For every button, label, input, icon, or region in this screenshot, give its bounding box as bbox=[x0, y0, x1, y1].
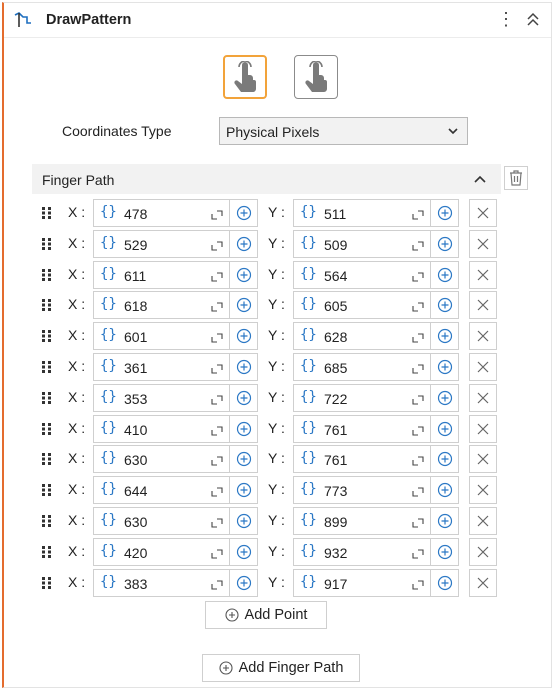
y-value: 511 bbox=[324, 206, 347, 222]
remove-point-button[interactable] bbox=[469, 199, 497, 227]
x-add-variable-button[interactable] bbox=[230, 445, 258, 473]
point-row bbox=[40, 322, 530, 350]
remove-point-button[interactable] bbox=[469, 538, 497, 566]
close-icon bbox=[476, 545, 490, 559]
x-axis-label: X : bbox=[68, 234, 86, 251]
y-add-variable-button[interactable] bbox=[431, 569, 459, 597]
close-icon bbox=[476, 422, 490, 436]
close-icon bbox=[476, 391, 490, 405]
x-value: 353 bbox=[124, 390, 148, 407]
expand-icon[interactable] bbox=[412, 241, 424, 251]
drag-handle-icon[interactable] bbox=[40, 360, 54, 374]
expression-brace-icon[interactable]: {} bbox=[300, 573, 317, 590]
finger-path-label: Finger Path bbox=[42, 172, 115, 188]
touch-hand-icon bbox=[301, 61, 331, 93]
plus-circle-icon bbox=[236, 513, 252, 529]
expression-brace-icon[interactable]: {} bbox=[100, 265, 117, 282]
expand-icon[interactable] bbox=[211, 580, 223, 590]
expand-icon[interactable] bbox=[412, 395, 424, 405]
x-axis-label: X : bbox=[68, 542, 86, 559]
x-coordinate-field[interactable] bbox=[93, 261, 230, 289]
drag-handle-icon[interactable] bbox=[40, 576, 54, 590]
plus-circle-icon bbox=[437, 513, 453, 529]
expand-icon[interactable] bbox=[211, 364, 223, 374]
plus-circle-icon bbox=[437, 297, 453, 313]
drag-handle-icon[interactable] bbox=[40, 268, 54, 282]
expression-brace-icon[interactable]: {} bbox=[100, 327, 117, 344]
chevron-down-icon bbox=[447, 124, 459, 138]
expression-brace-icon[interactable]: {} bbox=[100, 573, 117, 590]
x-axis-label: X : bbox=[68, 481, 86, 498]
x-add-variable-button[interactable] bbox=[230, 353, 258, 381]
y-add-variable-button[interactable] bbox=[431, 415, 459, 443]
x-add-variable-button[interactable] bbox=[230, 476, 258, 504]
x-add-variable-button[interactable] bbox=[230, 291, 258, 319]
plus-circle-icon bbox=[437, 421, 453, 437]
y-coordinate-field[interactable] bbox=[293, 291, 431, 319]
expand-icon[interactable] bbox=[412, 518, 424, 528]
remove-point-button[interactable] bbox=[469, 507, 497, 535]
x-add-variable-button[interactable] bbox=[230, 261, 258, 289]
drag-handle-icon[interactable] bbox=[40, 452, 54, 466]
plus-circle-icon bbox=[236, 544, 252, 560]
expression-brace-icon[interactable]: {} bbox=[300, 542, 317, 559]
x-add-variable-button[interactable] bbox=[230, 199, 258, 227]
x-add-variable-button[interactable] bbox=[230, 230, 258, 258]
x-add-variable-button[interactable] bbox=[230, 322, 258, 350]
x-axis-label: X : bbox=[68, 419, 86, 436]
plus-circle-icon bbox=[236, 390, 252, 406]
expression-brace-icon[interactable]: {} bbox=[300, 512, 317, 528]
plus-circle-icon bbox=[437, 236, 453, 252]
x-axis-label: X : bbox=[68, 358, 86, 374]
x-coordinate-field[interactable] bbox=[93, 507, 230, 535]
x-coordinate-field[interactable] bbox=[93, 291, 230, 319]
plus-circle-icon bbox=[236, 421, 252, 437]
panel-header bbox=[4, 3, 551, 38]
y-add-variable-button[interactable] bbox=[431, 291, 459, 319]
close-icon bbox=[476, 360, 490, 374]
point-row bbox=[40, 353, 530, 381]
expand-icon[interactable] bbox=[412, 272, 424, 282]
plus-circle-icon bbox=[437, 359, 453, 375]
remove-point-button[interactable] bbox=[469, 445, 497, 473]
expand-icon[interactable] bbox=[211, 333, 223, 343]
drag-handle-icon[interactable] bbox=[40, 545, 54, 559]
point-row bbox=[40, 415, 530, 443]
remove-point-button[interactable] bbox=[469, 384, 497, 412]
x-axis-label: X : bbox=[68, 450, 86, 467]
point-row bbox=[40, 476, 530, 504]
touch-mode-button[interactable] bbox=[294, 55, 338, 99]
expand-icon[interactable] bbox=[211, 272, 223, 282]
expression-brace-icon[interactable]: {} bbox=[300, 419, 317, 436]
remove-point-button[interactable] bbox=[469, 322, 497, 350]
close-icon bbox=[476, 237, 490, 251]
close-icon bbox=[476, 329, 490, 343]
add-point-button[interactable] bbox=[205, 601, 327, 629]
y-add-variable-button[interactable] bbox=[431, 353, 459, 381]
y-value: 899 bbox=[324, 514, 348, 530]
expression-brace-icon[interactable]: {} bbox=[100, 512, 117, 528]
y-value: 628 bbox=[324, 329, 348, 346]
x-value: 383 bbox=[124, 575, 148, 592]
plus-circle-icon bbox=[236, 359, 252, 375]
plus-circle-icon bbox=[437, 482, 453, 498]
expand-icon[interactable] bbox=[211, 487, 223, 497]
x-coordinate-field[interactable] bbox=[93, 322, 230, 350]
x-coordinate-field[interactable] bbox=[93, 569, 230, 597]
drag-handle-icon[interactable] bbox=[40, 514, 54, 528]
y-value: 509 bbox=[324, 236, 348, 253]
expand-icon[interactable] bbox=[211, 456, 223, 466]
y-axis-label: Y : bbox=[268, 419, 285, 436]
expression-brace-icon[interactable]: {} bbox=[100, 204, 117, 220]
y-axis-label: Y : bbox=[268, 327, 285, 344]
x-axis-label: X : bbox=[68, 265, 86, 282]
expand-icon[interactable] bbox=[412, 426, 424, 436]
expand-icon[interactable] bbox=[211, 395, 223, 405]
x-coordinate-field[interactable] bbox=[93, 415, 230, 443]
y-axis-label: Y : bbox=[268, 450, 285, 467]
x-coordinate-field[interactable] bbox=[93, 538, 230, 566]
y-coordinate-field[interactable] bbox=[293, 569, 431, 597]
plus-circle-icon bbox=[437, 328, 453, 344]
y-coordinate-field[interactable] bbox=[293, 353, 431, 381]
expression-brace-icon[interactable]: {} bbox=[100, 450, 117, 467]
point-row bbox=[40, 199, 530, 227]
expression-brace-icon[interactable]: {} bbox=[300, 296, 317, 313]
x-add-variable-button[interactable] bbox=[230, 538, 258, 566]
point-row bbox=[40, 384, 530, 412]
x-coordinate-field[interactable] bbox=[93, 476, 230, 504]
y-value: 605 bbox=[324, 298, 348, 315]
y-axis-label: Y : bbox=[268, 265, 285, 282]
expression-brace-icon[interactable]: {} bbox=[300, 327, 317, 344]
remove-point-button[interactable] bbox=[469, 261, 497, 289]
point-row bbox=[40, 261, 530, 289]
plus-circle-icon bbox=[219, 661, 233, 675]
plus-circle-icon bbox=[236, 482, 252, 498]
point-row bbox=[40, 291, 530, 319]
x-axis-label: X : bbox=[68, 573, 86, 590]
y-value: 722 bbox=[324, 390, 348, 407]
y-axis-label: Y : bbox=[268, 512, 285, 528]
y-coordinate-field[interactable] bbox=[293, 415, 431, 443]
plus-circle-icon bbox=[236, 328, 252, 344]
expand-icon[interactable] bbox=[211, 210, 223, 220]
x-coordinate-field[interactable] bbox=[93, 445, 230, 473]
y-axis-label: Y : bbox=[268, 481, 285, 498]
y-coordinate-field[interactable] bbox=[293, 322, 431, 350]
expression-brace-icon[interactable]: {} bbox=[300, 265, 317, 282]
x-value: 410 bbox=[124, 421, 148, 438]
expand-icon[interactable] bbox=[211, 302, 223, 312]
expand-icon[interactable] bbox=[412, 302, 424, 312]
y-add-variable-button[interactable] bbox=[431, 507, 459, 535]
x-add-variable-button[interactable] bbox=[230, 415, 258, 443]
coordinates-type-value: Physical Pixels bbox=[226, 124, 320, 140]
expression-brace-icon[interactable]: {} bbox=[100, 296, 117, 313]
trash-icon bbox=[509, 170, 523, 186]
expand-icon[interactable] bbox=[211, 549, 223, 559]
y-add-variable-button[interactable] bbox=[431, 445, 459, 473]
plus-circle-icon bbox=[437, 575, 453, 591]
y-value: 564 bbox=[324, 267, 348, 284]
x-add-variable-button[interactable] bbox=[230, 569, 258, 597]
x-axis-label: X : bbox=[68, 388, 86, 405]
y-coordinate-field[interactable] bbox=[293, 476, 431, 504]
y-coordinate-field[interactable] bbox=[293, 445, 431, 473]
touch-mode-button-active[interactable] bbox=[223, 55, 267, 99]
expand-icon[interactable] bbox=[412, 580, 424, 590]
close-icon bbox=[476, 268, 490, 282]
plus-circle-icon bbox=[236, 297, 252, 313]
plus-circle-icon bbox=[236, 205, 252, 221]
kebab-menu-icon[interactable]: ⋮ bbox=[497, 9, 515, 29]
expression-brace-icon[interactable]: {} bbox=[100, 388, 117, 405]
expand-icon[interactable] bbox=[412, 333, 424, 343]
drag-handle-icon[interactable] bbox=[40, 483, 54, 497]
draw-pattern-panel bbox=[2, 2, 552, 688]
close-icon bbox=[476, 206, 490, 220]
x-axis-label: X : bbox=[68, 204, 86, 220]
plus-circle-icon bbox=[236, 236, 252, 252]
x-value: 630 bbox=[124, 452, 148, 469]
point-row bbox=[40, 569, 530, 597]
plus-circle-icon bbox=[437, 390, 453, 406]
y-axis-label: Y : bbox=[268, 358, 285, 374]
y-value: 685 bbox=[324, 360, 348, 376]
close-icon bbox=[476, 483, 490, 497]
delete-finger-path-button[interactable] bbox=[504, 166, 528, 190]
y-coordinate-field[interactable] bbox=[293, 538, 431, 566]
close-icon bbox=[476, 514, 490, 528]
expression-brace-icon[interactable]: {} bbox=[100, 234, 117, 251]
y-coordinate-field[interactable] bbox=[293, 384, 431, 412]
close-icon bbox=[476, 576, 490, 590]
y-add-variable-button[interactable] bbox=[431, 476, 459, 504]
expression-brace-icon[interactable]: {} bbox=[100, 481, 117, 498]
remove-point-button[interactable] bbox=[469, 569, 497, 597]
plus-circle-icon bbox=[437, 544, 453, 560]
plus-circle-icon bbox=[236, 451, 252, 467]
touch-hand-icon bbox=[230, 61, 260, 93]
expand-icon[interactable] bbox=[211, 518, 223, 528]
x-value: 618 bbox=[124, 298, 148, 315]
add-point-label: Add Point bbox=[244, 607, 308, 623]
close-icon bbox=[476, 452, 490, 466]
y-value: 761 bbox=[324, 421, 348, 438]
activity-icon bbox=[14, 11, 32, 29]
y-coordinate-field[interactable] bbox=[293, 199, 431, 227]
finger-path-header[interactable] bbox=[32, 164, 501, 194]
expand-icon[interactable] bbox=[412, 487, 424, 497]
x-coordinate-field[interactable] bbox=[93, 199, 230, 227]
plus-circle-icon bbox=[437, 267, 453, 283]
expression-brace-icon[interactable]: {} bbox=[100, 542, 117, 559]
y-value: 773 bbox=[324, 483, 348, 500]
y-coordinate-field[interactable] bbox=[293, 230, 431, 258]
x-axis-label: X : bbox=[68, 512, 86, 528]
x-value: 529 bbox=[124, 236, 148, 253]
y-value: 761 bbox=[324, 452, 348, 469]
expression-brace-icon[interactable]: {} bbox=[300, 388, 317, 405]
drag-handle-icon[interactable] bbox=[40, 237, 54, 251]
plus-circle-icon bbox=[225, 608, 239, 622]
remove-point-button[interactable] bbox=[469, 353, 497, 381]
y-coordinate-field[interactable] bbox=[293, 261, 431, 289]
y-add-variable-button[interactable] bbox=[431, 538, 459, 566]
point-row bbox=[40, 507, 530, 535]
y-add-variable-button[interactable] bbox=[431, 230, 459, 258]
x-value: 611 bbox=[124, 267, 147, 284]
remove-point-button[interactable] bbox=[469, 476, 497, 504]
plus-circle-icon bbox=[437, 451, 453, 467]
x-value: 361 bbox=[124, 360, 148, 376]
x-coordinate-field[interactable] bbox=[93, 384, 230, 412]
x-axis-label: X : bbox=[68, 296, 86, 313]
coordinates-type-select[interactable] bbox=[219, 117, 468, 145]
y-add-variable-button[interactable] bbox=[431, 261, 459, 289]
expand-icon[interactable] bbox=[211, 426, 223, 436]
plus-circle-icon bbox=[437, 205, 453, 221]
y-value: 932 bbox=[324, 544, 348, 561]
expression-brace-icon[interactable]: {} bbox=[300, 450, 317, 467]
point-row bbox=[40, 538, 530, 566]
x-value: 478 bbox=[124, 206, 148, 222]
x-value: 630 bbox=[124, 514, 148, 530]
expression-brace-icon[interactable]: {} bbox=[300, 481, 317, 498]
x-value: 601 bbox=[124, 329, 148, 346]
y-coordinate-field[interactable] bbox=[293, 507, 431, 535]
y-axis-label: Y : bbox=[268, 573, 285, 590]
drag-handle-icon[interactable] bbox=[40, 206, 54, 220]
expand-icon[interactable] bbox=[412, 210, 424, 220]
x-axis-label: X : bbox=[68, 327, 86, 344]
y-axis-label: Y : bbox=[268, 542, 285, 559]
drag-handle-icon[interactable] bbox=[40, 391, 54, 405]
x-value: 644 bbox=[124, 483, 148, 500]
y-value: 917 bbox=[324, 575, 348, 592]
remove-point-button[interactable] bbox=[469, 230, 497, 258]
x-coordinate-field[interactable] bbox=[93, 230, 230, 258]
chevron-up-icon[interactable] bbox=[473, 172, 487, 186]
point-row bbox=[40, 445, 530, 473]
y-axis-label: Y : bbox=[268, 296, 285, 313]
expression-brace-icon[interactable]: {} bbox=[300, 234, 317, 251]
y-add-variable-button[interactable] bbox=[431, 322, 459, 350]
remove-point-button[interactable] bbox=[469, 415, 497, 443]
remove-point-button[interactable] bbox=[469, 291, 497, 319]
expression-brace-icon[interactable]: {} bbox=[300, 358, 317, 374]
x-value: 420 bbox=[124, 544, 148, 561]
plus-circle-icon bbox=[236, 267, 252, 283]
coordinates-type-label: Coordinates Type bbox=[62, 123, 172, 139]
drag-handle-icon[interactable] bbox=[40, 298, 54, 312]
close-icon bbox=[476, 298, 490, 312]
panel-title: DrawPattern bbox=[46, 12, 132, 28]
expand-icon[interactable] bbox=[211, 241, 223, 251]
y-axis-label: Y : bbox=[268, 204, 285, 220]
expression-brace-icon[interactable]: {} bbox=[100, 419, 117, 436]
expand-icon[interactable] bbox=[412, 549, 424, 559]
x-add-variable-button[interactable] bbox=[230, 384, 258, 412]
expression-brace-icon[interactable]: {} bbox=[300, 204, 317, 220]
x-coordinate-field[interactable] bbox=[93, 353, 230, 381]
add-finger-path-button[interactable] bbox=[202, 654, 360, 682]
expand-icon[interactable] bbox=[412, 364, 424, 374]
plus-circle-icon bbox=[236, 575, 252, 591]
y-add-variable-button[interactable] bbox=[431, 384, 459, 412]
y-axis-label: Y : bbox=[268, 234, 285, 251]
y-add-variable-button[interactable] bbox=[431, 199, 459, 227]
drag-handle-icon[interactable] bbox=[40, 329, 54, 343]
x-add-variable-button[interactable] bbox=[230, 507, 258, 535]
collapse-up-icon[interactable] bbox=[525, 9, 541, 29]
add-finger-path-label: Add Finger Path bbox=[238, 660, 344, 676]
expression-brace-icon[interactable]: {} bbox=[100, 358, 117, 374]
drag-handle-icon[interactable] bbox=[40, 422, 54, 436]
y-axis-label: Y : bbox=[268, 388, 285, 405]
point-row bbox=[40, 230, 530, 258]
expand-icon[interactable] bbox=[412, 456, 424, 466]
